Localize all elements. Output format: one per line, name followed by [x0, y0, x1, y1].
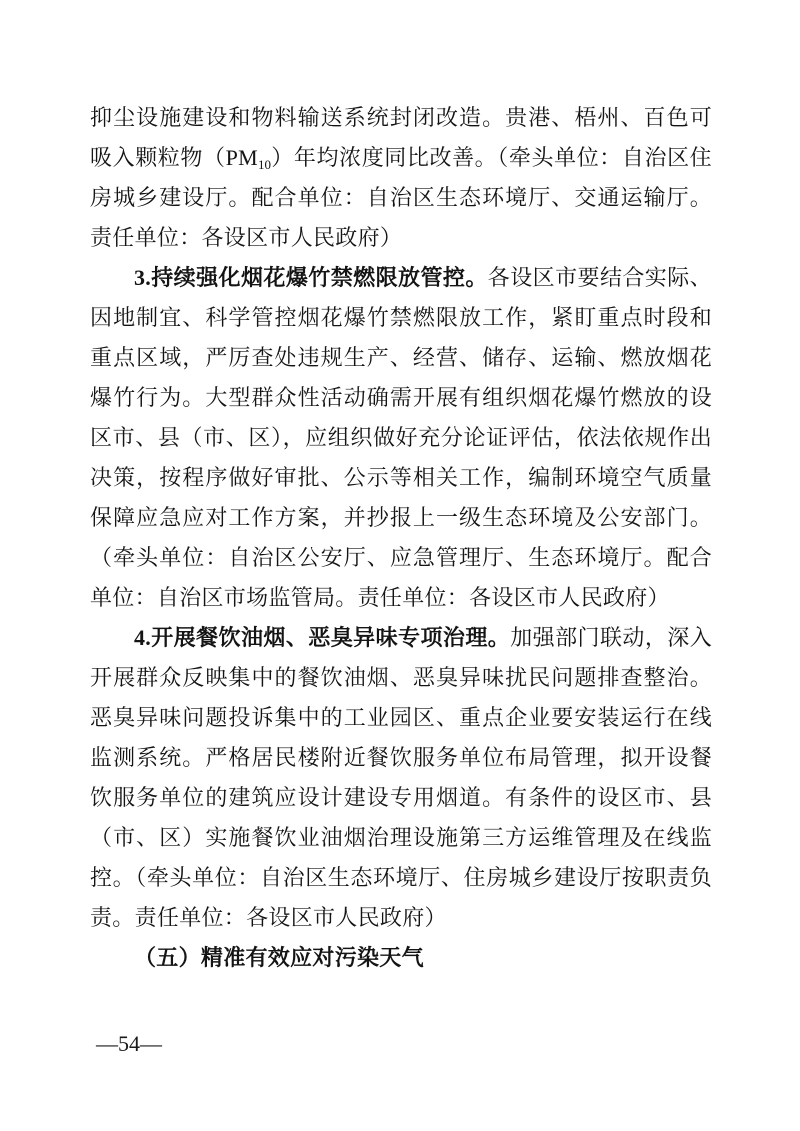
page-footer	[96, 1030, 162, 1058]
text-run-bold: 3.持续强化烟花爆竹禁燃限放管控。	[134, 265, 488, 290]
page-number: —54—	[96, 1031, 162, 1056]
text-run-regular: 各设区市要结合实际、因地制宜、科学管控烟花爆竹禁燃限放工作，紧盯重点时段和重点区域，严厉查处违规生产、经营、储存、运输、燃放烟花爆竹行为。大型群众性活动确需开展有组织烟花爆竹燃放的设区市、县（市、区），应组织做好充分论证评估，依法依规作出决策，按程序做好审批、公示等相关工作，编制环境空气质量保障应急应对工作方案，并抄报上一级生态环境及公安部门。	[90, 265, 712, 530]
text-run-bold-kai: （五）精准有效应对污染天气	[134, 945, 424, 970]
text-run-bold: 4.开展餐饮油烟、恶臭异味专项治理。	[134, 625, 511, 650]
text-run-kai: （牵头单位：自治区生态环境厅、住房城乡建设厅按职责负责。责任单位：各设区市人民政府）	[90, 865, 712, 930]
text-run-regular: ）年均浓度同比改善。	[271, 145, 498, 170]
text-run-kai: （牵头单位：自治区公安厅、应急管理厅、生态环境厅。配合单位：自治区市场监管局。责任单位：各设区市人民政府）	[90, 545, 712, 610]
paragraph-continuation-pm10	[90, 98, 712, 258]
text-run-regular: 加强部门联动，深入开展群众反映集中的餐饮油烟、恶臭异味扰民问题排查整治。恶臭异味问题投诉集中的工业园区、重点企业要安装运行在线监测系统。严格居民楼附近餐饮服务单位布局管理，拟开设餐饮服务单位的建筑应设计建设专用烟道。有条件的设区市、县（市、区）实施餐饮业油烟治理设施第三方运维管理及在线监控。	[90, 625, 713, 890]
document-body	[90, 98, 712, 978]
text-run-subscript: 10	[258, 157, 271, 172]
text-run-kai: （牵头单位：自治区住房城乡建设厅。配合单位：自治区生态环境厅、交通运输厅。责任单位：各设区市人民政府）	[90, 145, 712, 250]
text-run-regular: 抑尘设施建设和物料输送系统封闭改造。贵港、梧州、百色可吸入颗粒物（PM	[90, 105, 712, 170]
paragraph-section-heading-5	[90, 938, 712, 978]
paragraph-item-4-cooking-fume-odor	[90, 618, 712, 938]
paragraph-item-3-fireworks-control	[90, 258, 712, 618]
